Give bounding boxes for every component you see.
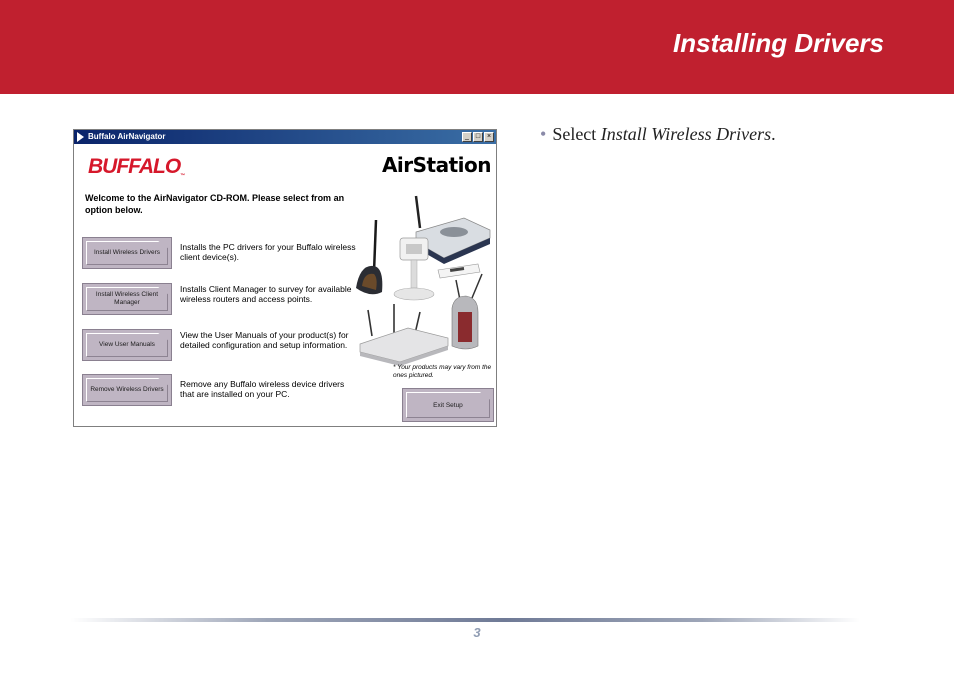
button-label: Install Wireless Client Manager (95, 291, 159, 306)
usb-adapter-stand-image (394, 238, 434, 300)
button-label: Install Wireless Drivers (93, 249, 161, 256)
button-label: Remove Wireless Drivers (90, 386, 164, 393)
airnavigator-window (73, 129, 497, 427)
instruction-text (540, 124, 776, 145)
minimize-button[interactable]: _ (462, 132, 472, 142)
option-description: Installs Client Manager to survey for available wireless routers and access points. (180, 284, 352, 304)
view-user-manuals-button[interactable] (82, 329, 172, 361)
option-description: Remove any Buffalo wireless device drivers that are installed on your PC. (180, 379, 345, 399)
close-button[interactable]: × (484, 132, 494, 142)
page-number: 3 (473, 625, 481, 640)
button-label: View User Manuals (99, 341, 155, 348)
instruction-suffix: . (771, 124, 776, 144)
antenna-image (356, 220, 382, 294)
trademark-mark: ™ (180, 173, 185, 179)
install-wireless-drivers-button[interactable] (82, 237, 172, 269)
instruction-prefix: Select (552, 124, 601, 144)
window-titlebar[interactable] (74, 130, 496, 144)
page-header-banner (0, 0, 954, 94)
access-point-image (360, 304, 448, 366)
usb-stick-image (438, 264, 480, 278)
products-vary-note: * Your products may vary from the ones pictured. (393, 364, 492, 379)
option-description: View the User Manuals of your product(s) for detailed configuration and setup information. (180, 330, 349, 350)
exit-setup-button[interactable] (402, 388, 494, 422)
option-description: Installs the PC drivers for your Buffalo wireless client device(s). (180, 242, 356, 262)
install-client-manager-button[interactable] (82, 283, 172, 315)
bullet-mark: • (540, 124, 547, 144)
button-label: Exit Setup (433, 401, 463, 409)
buffalo-logo-text: BUFFALO (88, 155, 181, 178)
airstation-logo: AirStation (381, 153, 491, 177)
page-title: Installing Drivers (673, 28, 884, 58)
footer-divider (70, 618, 860, 622)
instruction-emphasis: Install Wireless Drivers (600, 124, 772, 144)
welcome-message: Welcome to the AirNavigator CD-ROM. Please select from an option below. (85, 193, 345, 215)
maximize-button[interactable]: □ (473, 132, 483, 142)
tower-router-image (452, 274, 482, 349)
buffalo-logo (88, 155, 184, 179)
window-controls (462, 132, 494, 142)
product-images (354, 188, 494, 366)
app-icon (77, 132, 84, 142)
remove-wireless-drivers-button[interactable] (82, 374, 172, 406)
window-title: Buffalo AirNavigator (88, 132, 166, 141)
